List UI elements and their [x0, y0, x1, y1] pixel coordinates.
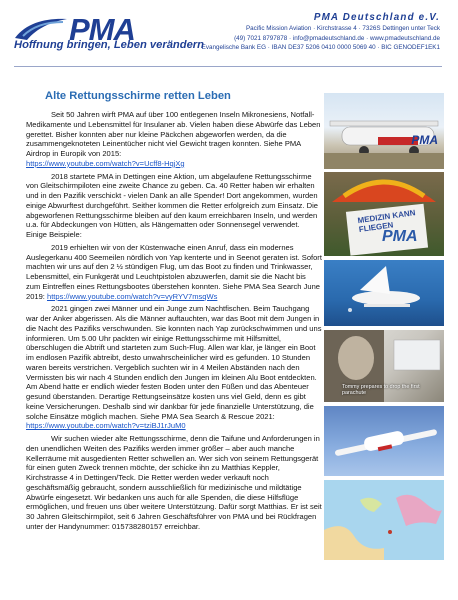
- photo-plane-in-flight: [324, 406, 444, 476]
- org-name: PMA Deutschland e.V.: [313, 12, 440, 23]
- photo-cockpit: [324, 330, 444, 402]
- plane-marking: PMA: [411, 133, 438, 147]
- video-link-2015[interactable]: https://www.youtube.com/watch?v=Ucff8-HqjXg: [26, 158, 185, 168]
- tagline: Hoffnung bringen, Leben verändern: [14, 39, 204, 51]
- sign-logo: PMA: [382, 228, 418, 245]
- paragraph-text: 2019 erhielten wir von der Küstenwache einen Anruf, dass ein modernes Auslegerkanu 400 Seemeilen nördlich von Yap kenterte und in Seenot geraten ist. Sofort machten wir uns auf den 2 ½ stündigen Flug, um das Boot zu finden und Trinkwasser, Lebensmittel, ein Funkgerät und Leuchtpistolen abzuwerfen, damit sie die Nacht bis zum Eintreffen eines Rettungsbootes überstehen konnten. Siehe PMA Sea Search June 2019:: [26, 242, 322, 301]
- org-address: Pacific Mission Aviation · Kirchstrasse 4 · 7326S Dettingen unter Teck: [245, 25, 440, 32]
- paragraph-text: 2021 gingen zwei Männer und ein Junge zum Nachtfischen. Beim Tauchgang war der Anker abgerissen. Als die Männer auftauchten, war das Boot mit dem Jungen in die Nacht des Pazifiks verschwunden. Sie konnten nach Yap zurückschwimmen und uns informieren. Um 5.00 Uhr packten wir einige Rettungsschirme mit Hilfsmittel, überschlugen die Abtrift und starteten zum Such-Flug. Allen war klar, je länger ein Boot im endlosen Pazifik abtreibt, desto unwahrscheinlicher wird es gefunden. 10 Stunden waren bereits verstrichen. Vergeblich suchten wir in 4 Meilen Abständen nach den Vermissten bis wir nach 4 Stunden endlich den Jungen im kleinen Alu Boot entdeckten. Am Abend hatte er endlich wieder festen Boden unter den Füßen und das Abenteuer gesund überstanden. Derartige Rettungseinsätze kosten uns viel Geld, denn es gibt keine Versicherungen. Deshalb sind wir dankbar für jede finanzielle Unterstützung, die solche Einsätze möglich machen. Siehe PMA Sea Search & Rescue 2021:: [26, 304, 322, 421]
- paragraph-4: [26, 304, 322, 431]
- airplane-flying-icon: [324, 406, 444, 476]
- org-contact: (49) 7021 8797878 · info@pmadeutschland.de · www.pmadeutschland.de: [234, 34, 440, 42]
- paragraph-text: Seit 50 Jahren wirft PMA auf über 100 entlegenen Inseln Mikronesiens, Notfall-Medikamente und Lebensmittel für Insulaner ab. Vielen haben diese Abwürfe das Leben gerettet. Bisher konnten aber nur kleine Päckchen abgeworfen werden, da die zusammengeknoteten Leinentücher nicht viel Gewicht tragen konnten. Siehe PMA Airdrop in Europik von 2015:: [26, 110, 321, 158]
- airplane-icon: [324, 93, 444, 169]
- paragraph-2: [26, 172, 322, 240]
- paragraph-text: Wir suchen wieder alte Rettungsschirme, denn die Taifune und Anforderungen in den unendlichen Weiten des Pazifiks werden immer größer – aber auch manche Kellerräume mit ausgedienten Retter schwellen an. Wer sich von seinem Rettungsgerät für einen guten Zweck trennen möchte, der schicke ihn zu Matthias Keppler, Kirchstrasse 4 in Dettingen/Teck. Die Retter werden weder verkauft noch geschäftsmäßig gebraucht, sondern ausschließlich für medizinische und mildtätige Abwürfe eingesetzt. Wir bedanken uns auch für alle Spenden, die diese Hilfsflüge ermöglichen, und freuen uns über weitere Unterstützung. Dafür sorgt Matthias. Er ist seit 30 Jahren Gleitschirmpilot, seit 6 Jahren Geschäftsführer von PMA und bei Rückfragen unter der Handynummer: 015738280157 erreichbar.: [26, 434, 322, 531]
- paragraph-5: [26, 434, 322, 532]
- paragraph-1: [26, 110, 322, 169]
- sign-text: MEDIZIN KANN FLIEGEN: [357, 208, 416, 235]
- canoe-icon: [324, 260, 444, 326]
- photo-map: [324, 480, 444, 560]
- header-divider: [14, 66, 442, 67]
- paragraph-3: [26, 243, 322, 302]
- map-icon: [324, 480, 444, 560]
- org-bank: Evangelische Bank EG · IBAN DE37 5206 0410 0000 5069 40 · BIC GENODEF1EK1: [201, 44, 440, 51]
- org-contact-block: [202, 11, 440, 53]
- photo-plane-on-ground: [324, 93, 444, 169]
- photo-parachute-sign: [324, 172, 444, 256]
- article-body: [26, 110, 322, 535]
- video-link-2019[interactable]: https://www.youtube.com/watch?v=vyRYV7msqWs: [47, 291, 218, 301]
- paragraph-text: 2018 startete PMA in Dettingen eine Aktion, um abgelaufene Rettungsschirme von Gleitschirmpiloten eine zweite Chance zu geben. Ca. 40 Retter haben wir erhalten und in den Pazifik verschickt - vielen Dank an alle Spender! Dort angekommen, wurden einige Abwurftest durchgeführt. Seither kommen die Retter erfolgreich zum Einsatz. Die abgeworfenen Rettungsschirme bleiben auf den kaum erreichbaren Inseln, und werden u.a. für Abdeckungen von Hütten, als Hängematten oder Sonnensegel verwendet. Einige Beispiele:: [26, 171, 318, 239]
- article-title: Alte Rettungsschirme retten Leben: [45, 90, 231, 102]
- logo-wordmark: PMA: [69, 12, 135, 47]
- photo-caption: Tommy prepares to drop the first parachute: [342, 384, 420, 396]
- photo-outrigger-canoe: [324, 260, 444, 326]
- video-link-2021[interactable]: https://www.youtube.com/watch?v=tziBJ1rJuM0: [26, 421, 186, 431]
